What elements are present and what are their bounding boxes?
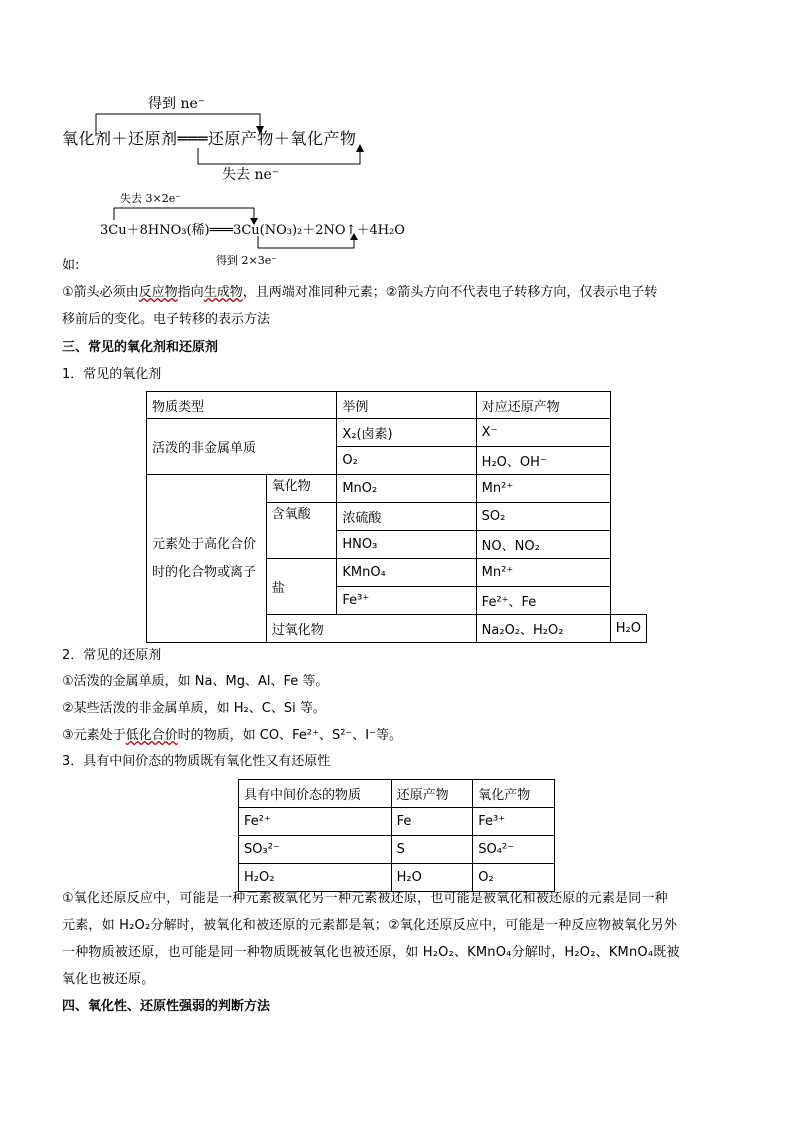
table-row-fe2-oxidized: Fe³⁺ (473, 808, 555, 836)
cell-active-nonmetal: 活泼的非金属单质 (147, 419, 337, 475)
cell-h2o-oh: H₂O、OH⁻ (476, 447, 610, 475)
cell-hno3: HNO₃ (337, 531, 476, 559)
cell-kmno4: KMnO₄ (337, 559, 476, 587)
paragraph-line: 氧化也被还原。 (62, 972, 155, 987)
cell-oxyacid: 含氧酸 (266, 503, 337, 559)
example-label: 如: (62, 258, 80, 273)
table-row-fe2-substance: Fe²⁺ (239, 808, 392, 836)
diagram-cu-equation: 3Cu＋8HNO₃(稀)═══3Cu(NO₃)₂＋2NO↑＋4H₂O (100, 223, 405, 238)
diagram-general-top-label: 得到 ne⁻ (148, 96, 206, 112)
paragraph-line: 一种物质被还原，也可能是同一种物质既被氧化也被还原，如 H₂O₂、KMnO₄分解时，H₂O₂、KMnO₄既被 (62, 945, 680, 960)
header-example: 举例 (337, 392, 476, 419)
table-row-h2o2-oxidized: O₂ (473, 864, 555, 892)
reducer-item-1: ①活泼的金属单质，如 Na、Mg、Al、Fe 等。 (62, 674, 329, 689)
cell-o2: O₂ (337, 447, 476, 475)
oxidants-subtitle: 1．常见的氧化剂 (62, 367, 162, 382)
arrow-note-line-1 (62, 283, 657, 303)
paragraph-line: ①氧化还原反应中，可能是一种元素被氧化另一种元素被还原，也可能是被氧化和被还原的元素是同一种 (62, 891, 668, 906)
intermediate-valence-paragraph (62, 885, 742, 993)
reducer3-part2: 时的物质，如 CO、Fe²⁺、S²⁻、I⁻等。 (177, 728, 402, 743)
cell-oxide: 氧化物 (266, 475, 337, 503)
oxidants-table (146, 391, 647, 643)
cell-h2o: H₂O (610, 615, 646, 643)
cell-x2: X₂(卤素) (337, 419, 476, 447)
cell-mn2: Mn²⁺ (476, 475, 610, 503)
cell-mno2: MnO₂ (337, 475, 476, 503)
cell-salt: 盐 (266, 559, 337, 615)
cell-peroxide: 过氧化物 (266, 615, 476, 643)
reducer3-underline: 低化合价 (125, 728, 178, 743)
arrow-note-line-2: 移前后的变化。电子转移的表示方法 (62, 312, 271, 327)
table-row-so3-oxidized: SO₄²⁻ (473, 836, 555, 864)
reducer-item-2: ②某些活泼的非金属单质，如 H₂、C、Si 等。 (62, 701, 326, 716)
cell-h2so4: 浓硫酸 (337, 503, 476, 531)
paragraph-line: 元素，如 H₂O₂分解时，被氧化和被还原的元素都是氧；②氧化还原反应中，可能是一种反应物被氧化另外 (62, 918, 678, 933)
cell-x-minus: X⁻ (476, 419, 610, 447)
table-row-so3-reduced: S (391, 836, 473, 864)
high-valence-text: 元素处于高化合价时的化合物或离子 (152, 536, 257, 580)
cell-fe3: Fe³⁺ (337, 587, 476, 615)
table-row-fe2-reduced: Fe (391, 808, 473, 836)
cell-high-valence (147, 475, 267, 643)
diagram-general-equation: 氧化剂＋还原剂═══还原产物＋氧化产物 (62, 129, 357, 148)
note-underline-product: 生成物 (203, 285, 243, 300)
reducer-item-3 (62, 726, 402, 746)
cell-mn2b: Mn²⁺ (476, 559, 610, 587)
table-row-so3-substance: SO₃²⁻ (239, 836, 392, 864)
header-substance-type: 物质类型 (147, 392, 337, 419)
section4-title: 四、氧化性、还原性强弱的判断方法 (62, 999, 271, 1014)
intermediate-valence-table (238, 779, 555, 892)
section3-title: 三、常见的氧化剂和还原剂 (62, 340, 219, 355)
intermediate-subtitle: 3．具有中间价态的物质既有氧化性又有还原性 (62, 754, 331, 769)
diagram-cu-bottom-label: 得到 2×3e⁻ (216, 254, 278, 267)
cell-na2o2-h2o2: Na₂O₂、H₂O₂ (476, 615, 610, 643)
diagram-general-bottom-label: 失去 ne⁻ (222, 167, 280, 183)
header-intermediate-substance: 具有中间价态的物质 (239, 780, 392, 808)
table-row-h2o2-reduced: H₂O (391, 864, 473, 892)
header-oxidation-product: 氧化产物 (473, 780, 555, 808)
table-row-h2o2-substance: H₂O₂ (239, 864, 392, 892)
reducers-subtitle: 2．常见的还原剂 (62, 648, 162, 663)
header-reduction-product: 对应还原产物 (476, 392, 610, 419)
header-reduction-product-2: 还原产物 (391, 780, 473, 808)
diagram-cu-top-label: 失去 3×2e⁻ (120, 192, 182, 205)
note-part2: 指向 (177, 285, 204, 300)
note-underline-reactant: 反应物 (138, 285, 178, 300)
note-part1: ①箭头必须由 (62, 285, 139, 300)
cell-no-no2: NO、NO₂ (476, 531, 610, 559)
note-part3: ，且两端对准同种元素；②箭头方向不代表电子转移方向，仅表示电子转 (242, 285, 658, 300)
cell-fe2-fe: Fe²⁺、Fe (476, 587, 610, 615)
reducer3-part1: ③元素处于 (62, 728, 126, 743)
cell-so2: SO₂ (476, 503, 610, 531)
